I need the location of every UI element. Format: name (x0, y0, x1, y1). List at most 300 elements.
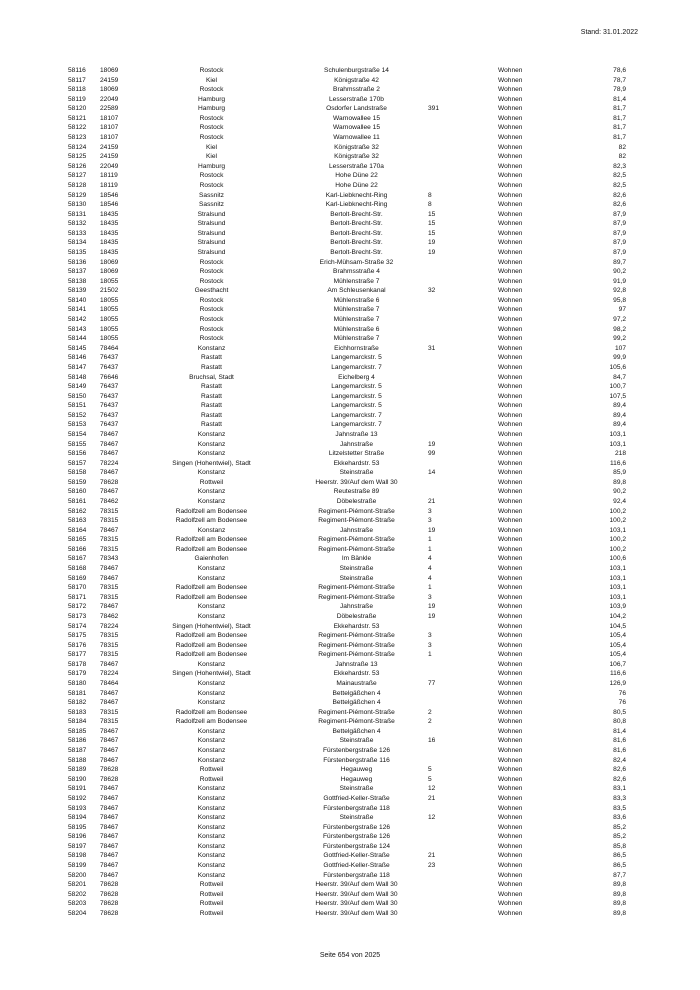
table-row (66, 554, 628, 564)
postal-code-cell: 18069 (100, 67, 119, 74)
table-row (66, 430, 628, 440)
usage-cell: Wohnen (498, 478, 523, 486)
usage-cell: Wohnen (498, 852, 523, 860)
city-cell: Rostock (199, 124, 224, 132)
postal-code-cell: 76437 (100, 354, 119, 362)
area-cell: 81,7 (613, 114, 626, 122)
usage-cell: Wohnen (498, 114, 523, 122)
street-cell: Erich-Mühsam-Straße 32 (319, 258, 394, 266)
usage-cell: Wohnen (498, 162, 523, 170)
area-cell: 82,3 (613, 162, 626, 170)
postal-code-cell: 18055 (100, 277, 119, 285)
house-number-cell: 23 (428, 861, 436, 869)
area-cell: 92,4 (613, 498, 626, 506)
usage-cell: Wohnen (498, 632, 523, 640)
row-id-cell: 58125 (68, 153, 87, 161)
city-cell: Radolfzell am Bodensee (175, 507, 248, 515)
house-number-cell: 12 (428, 814, 436, 822)
usage-cell: Wohnen (498, 660, 523, 668)
row-id-cell: 58121 (68, 114, 87, 122)
postal-code-cell: 24159 (100, 76, 119, 84)
usage-cell: Wohnen (498, 191, 523, 199)
street-cell: Jahnstraße 13 (335, 660, 378, 668)
postal-code-cell: 78462 (100, 612, 119, 620)
postal-code-cell: 18546 (100, 201, 119, 209)
house-number-cell (428, 305, 498, 315)
row-id-cell: 58164 (68, 526, 87, 534)
row-id-cell: 58122 (68, 124, 87, 132)
usage-cell: Wohnen (498, 737, 523, 745)
usage-cell: Wohnen (498, 86, 523, 94)
house-number-cell: 32 (428, 287, 436, 295)
street-cell: Heerstr. 39/Auf dem Wall 30 (315, 881, 398, 889)
area-cell: 104,5 (609, 622, 626, 630)
house-number-cell: 4 (428, 565, 432, 573)
city-cell: Rostock (199, 134, 224, 142)
table-row (66, 171, 628, 181)
area-cell: 95,8 (613, 296, 626, 304)
postal-code-cell: 78628 (100, 478, 119, 486)
row-id-cell: 58149 (68, 383, 87, 391)
street-cell: Königstraße 32 (334, 153, 379, 161)
usage-cell: Wohnen (498, 469, 523, 477)
area-cell: 106,7 (609, 660, 626, 668)
postal-code-cell: 78467 (100, 861, 119, 869)
house-number-cell (428, 267, 498, 277)
house-number-cell (428, 334, 498, 344)
usage-cell: Wohnen (498, 574, 523, 582)
postal-code-cell: 76437 (100, 392, 119, 400)
postal-code-cell: 78315 (100, 507, 119, 515)
house-number-cell: 19 (428, 239, 436, 247)
city-cell: Konstanz (197, 574, 226, 582)
usage-cell: Wohnen (498, 756, 523, 764)
street-cell: Fürstenbergstraße 126 (322, 833, 391, 841)
postal-code-cell: 18069 (100, 258, 119, 266)
usage-cell: Wohnen (498, 201, 523, 209)
house-number-cell: 2 (428, 718, 432, 726)
street-cell: Warnowallee 15 (332, 114, 381, 122)
usage-cell: Wohnen (498, 536, 523, 544)
city-cell: Konstanz (197, 660, 226, 668)
house-number-cell: 21 (428, 852, 436, 860)
city-cell: Rostock (199, 172, 224, 180)
area-cell: 91,9 (613, 277, 626, 285)
city-cell: Radolfzell am Bodensee (175, 584, 248, 592)
city-cell: Rastatt (201, 411, 222, 419)
postal-code-cell: 18055 (100, 306, 119, 314)
city-cell: Rottweil (199, 881, 224, 889)
city-cell: Konstanz (197, 852, 226, 860)
house-number-cell: 8 (428, 201, 432, 209)
row-id-cell: 58198 (68, 852, 87, 860)
row-id-cell: 58136 (68, 258, 87, 266)
area-cell: 103,1 (609, 593, 626, 601)
postal-code-cell: 18055 (100, 325, 119, 333)
postal-code-cell: 18435 (100, 220, 119, 228)
postal-code-cell: 78224 (100, 670, 119, 678)
area-cell: 83,1 (613, 785, 626, 793)
table-row (66, 669, 628, 679)
table-row (66, 238, 628, 248)
city-cell: Hamburg (197, 162, 226, 170)
row-id-cell: 58116 (68, 67, 86, 74)
usage-cell: Wohnen (498, 842, 523, 850)
row-id-cell: 58189 (68, 766, 87, 774)
postal-code-cell: 78315 (100, 718, 119, 726)
city-cell: Rostock (199, 277, 224, 285)
street-cell: Mühlenstraße 6 (333, 325, 380, 333)
row-id-cell: 58197 (68, 842, 87, 850)
area-cell: 89,8 (613, 890, 626, 898)
house-number-cell: 1 (428, 584, 432, 592)
house-number-cell: 15 (428, 210, 436, 218)
row-id-cell: 58131 (68, 210, 87, 218)
table-row (66, 382, 628, 392)
city-cell: Konstanz (197, 861, 226, 869)
usage-cell: Wohnen (498, 823, 523, 831)
street-cell: Am Schleusenkanal (327, 287, 386, 295)
city-cell: Sassnitz (199, 191, 224, 199)
house-number-cell: 19 (428, 248, 436, 256)
row-id-cell: 58166 (68, 545, 87, 553)
city-cell: Singen (Hohentwiel), Stadt (172, 622, 251, 630)
city-cell: Bruchsal, Stadt (189, 373, 234, 381)
postal-code-cell: 78464 (100, 344, 119, 352)
city-cell: Konstanz (197, 344, 226, 352)
postal-code-cell: 18107 (100, 134, 119, 142)
street-cell: Ekkehardstr. 53 (333, 670, 380, 678)
table-row (66, 449, 628, 459)
city-cell: Rottweil (199, 900, 224, 908)
table-row (66, 325, 628, 335)
postal-code-cell: 18107 (100, 124, 119, 132)
row-id-cell: 58157 (68, 459, 87, 467)
postal-code-cell: 18055 (100, 335, 119, 343)
row-id-cell: 58176 (68, 641, 87, 649)
house-number-cell (428, 899, 498, 909)
table-body (66, 66, 628, 918)
area-cell: 89,8 (613, 478, 626, 486)
table-row (66, 574, 628, 584)
house-number-cell: 16 (428, 737, 436, 745)
house-number-cell (428, 727, 498, 737)
usage-cell: Wohnen (498, 306, 523, 314)
street-cell: Bertolt-Brecht-Str. (330, 220, 383, 228)
postal-code-cell: 18055 (100, 296, 119, 304)
row-id-cell: 58191 (68, 785, 87, 793)
street-cell: Steinstraße (339, 785, 374, 793)
street-cell: Fürstenbergstraße 118 (323, 804, 390, 812)
area-cell: 99,2 (613, 335, 626, 343)
house-number-cell (428, 487, 498, 497)
row-id-cell: 58133 (68, 229, 87, 237)
table-row (66, 583, 628, 593)
usage-cell: Wohnen (498, 488, 523, 496)
row-id-cell: 58159 (68, 478, 87, 486)
house-number-cell: 2 (428, 708, 432, 716)
table-row (66, 717, 628, 727)
postal-code-cell: 24159 (100, 143, 119, 151)
street-cell: Hegauweg (340, 766, 373, 774)
postal-code-cell: 21502 (100, 287, 119, 295)
row-id-cell: 58142 (68, 316, 87, 324)
table-row (66, 363, 628, 373)
usage-cell: Wohnen (498, 526, 523, 534)
area-cell: 126,9 (609, 680, 626, 687)
area-cell: 100,2 (609, 545, 626, 553)
street-cell: Regiment-Piémont-Straße (318, 584, 395, 592)
row-id-cell: 58172 (68, 603, 87, 611)
city-cell: Rostock (199, 258, 224, 266)
area-cell: 86,5 (613, 861, 626, 869)
city-cell: Stralsund (197, 239, 226, 247)
usage-cell: Wohnen (498, 220, 523, 228)
row-id-cell: 58134 (68, 239, 87, 247)
house-number-cell: 21 (428, 794, 436, 802)
table-row (66, 411, 628, 421)
page-number: Seite 654 von 2025 (319, 952, 381, 959)
street-cell: Bertolt-Brecht-Str. (330, 248, 383, 256)
postal-code-cell: 78467 (100, 852, 119, 860)
usage-cell: Wohnen (498, 555, 523, 563)
stand-date: Stand: 31.01.2022 (580, 29, 638, 36)
usage-cell: Wohnen (498, 325, 523, 333)
table-row (66, 593, 628, 603)
city-cell: Kiel (206, 76, 217, 84)
postal-code-cell: 78467 (100, 430, 119, 438)
city-cell: Konstanz (197, 450, 226, 458)
table-row (66, 334, 628, 344)
postal-code-cell: 78315 (100, 584, 119, 592)
street-cell: Heerstr. 39/Auf dem Wall 30 (315, 478, 398, 486)
table-row (66, 794, 628, 804)
row-id-cell: 58156 (68, 450, 87, 458)
usage-cell: Wohnen (498, 785, 523, 793)
table-row (66, 478, 628, 488)
house-number-cell (428, 871, 498, 881)
city-cell: Rostock (199, 335, 224, 343)
usage-cell: Wohnen (498, 459, 523, 467)
usage-cell: Wohnen (498, 421, 523, 429)
city-cell: Singen (Hohentwiel), Stadt (172, 670, 251, 678)
house-number-cell (428, 459, 498, 469)
row-id-cell: 58124 (68, 143, 87, 151)
street-cell: Mühlenstraße 7 (333, 277, 380, 285)
house-number-cell: 3 (428, 507, 432, 515)
table-row (66, 765, 628, 775)
city-cell: Kiel (206, 153, 217, 161)
row-id-cell: 58130 (68, 201, 87, 209)
table-row (66, 679, 628, 689)
postal-code-cell: 78467 (100, 823, 119, 831)
row-id-cell: 58173 (68, 612, 87, 620)
street-cell: Bertolt-Brecht-Str. (330, 229, 383, 237)
house-number-cell: 5 (428, 775, 432, 783)
city-cell: Konstanz (197, 727, 226, 735)
street-cell: Regiment-Piémont-Straße (318, 593, 395, 601)
street-cell: Jahnstraße 13 (335, 430, 378, 438)
area-cell: 82,4 (613, 756, 626, 764)
row-id-cell: 58137 (68, 268, 87, 276)
house-number-cell (428, 420, 498, 430)
postal-code-cell: 78315 (100, 593, 119, 601)
house-number-cell (428, 478, 498, 488)
house-number-cell (428, 660, 498, 670)
area-cell: 97 (618, 306, 626, 314)
usage-cell: Wohnen (498, 699, 523, 707)
postal-code-cell: 76437 (100, 383, 119, 391)
usage-cell: Wohnen (498, 727, 523, 735)
usage-cell: Wohnen (498, 354, 523, 362)
table-row (66, 880, 628, 890)
postal-code-cell: 78464 (100, 680, 119, 687)
table-row (66, 784, 628, 794)
postal-code-cell: 18435 (100, 229, 119, 237)
house-number-cell (428, 114, 498, 124)
postal-code-cell: 78315 (100, 708, 119, 716)
street-cell: Reutestraße 89 (333, 488, 380, 496)
usage-cell: Wohnen (498, 430, 523, 438)
area-cell: 85,9 (613, 469, 626, 477)
city-cell: Radolfzell am Bodensee (175, 536, 248, 544)
table-row (66, 353, 628, 363)
street-cell: Heerstr. 39/Auf dem Wall 30 (315, 909, 398, 917)
row-id-cell: 58199 (68, 861, 87, 869)
house-number-cell (428, 698, 498, 708)
house-number-cell (428, 756, 498, 766)
usage-cell: Wohnen (498, 210, 523, 218)
area-cell: 100,2 (609, 536, 626, 544)
table-row (66, 440, 628, 450)
table-row (66, 708, 628, 718)
city-cell: Radolfzell am Bodensee (175, 708, 248, 716)
city-cell: Konstanz (197, 699, 226, 707)
city-cell: Gaienhofen (194, 555, 229, 563)
table-row (66, 286, 628, 296)
area-cell: 90,2 (613, 488, 626, 496)
row-id-cell: 58190 (68, 775, 87, 783)
postal-code-cell: 18055 (100, 316, 119, 324)
area-cell: 81,6 (613, 747, 626, 755)
row-id-cell: 58119 (68, 95, 86, 103)
area-cell: 87,9 (613, 220, 626, 228)
usage-cell: Wohnen (498, 277, 523, 285)
city-cell: Konstanz (197, 689, 226, 697)
row-id-cell: 58175 (68, 632, 87, 640)
house-number-cell (428, 842, 498, 852)
area-cell: 104,2 (609, 612, 626, 620)
row-id-cell: 58163 (68, 517, 87, 525)
city-cell: Rostock (199, 316, 224, 324)
city-cell: Stralsund (197, 220, 226, 228)
table-row (66, 832, 628, 842)
usage-cell: Wohnen (498, 172, 523, 180)
table-row (66, 727, 628, 737)
city-cell: Konstanz (197, 469, 226, 477)
row-id-cell: 58139 (68, 287, 87, 295)
area-cell: 81,6 (613, 737, 626, 745)
row-id-cell: 58128 (68, 181, 87, 189)
postal-code-cell: 78467 (100, 565, 119, 573)
area-cell: 82,6 (613, 201, 626, 209)
usage-cell: Wohnen (498, 76, 523, 84)
area-cell: 103,9 (609, 603, 626, 611)
table-row (66, 602, 628, 612)
area-cell: 87,9 (613, 229, 626, 237)
row-id-cell: 58127 (68, 172, 87, 180)
city-cell: Konstanz (197, 794, 226, 802)
table-row (66, 229, 628, 239)
house-number-cell (428, 832, 498, 842)
area-cell: 98,2 (613, 325, 626, 333)
street-cell: Mühlenstraße 7 (333, 316, 380, 324)
area-cell: 89,8 (613, 900, 626, 908)
house-number-cell: 1 (428, 545, 432, 553)
house-number-cell: 19 (428, 526, 436, 534)
area-cell: 103,1 (609, 440, 626, 448)
house-number-cell (428, 392, 498, 402)
row-id-cell: 58201 (68, 881, 87, 889)
street-cell: Heerstr. 39/Auf dem Wall 30 (315, 900, 398, 908)
city-cell: Konstanz (197, 526, 226, 534)
house-number-cell: 14 (428, 469, 436, 477)
row-id-cell: 58184 (68, 718, 87, 726)
row-id-cell: 58165 (68, 536, 87, 544)
street-cell: Gottfried-Keller-Straße (323, 852, 390, 860)
street-cell: Hohe Düne 22 (335, 172, 378, 180)
table-row (66, 804, 628, 814)
postal-code-cell: 78462 (100, 498, 119, 506)
row-id-cell: 58196 (68, 833, 87, 841)
postal-code-cell: 78467 (100, 785, 119, 793)
usage-cell: Wohnen (498, 584, 523, 592)
house-number-cell: 31 (428, 344, 436, 352)
usage-cell: Wohnen (498, 392, 523, 400)
usage-cell: Wohnen (498, 689, 523, 697)
area-cell: 89,8 (613, 881, 626, 889)
street-cell: Schulenburgstraße 14 (324, 67, 389, 74)
street-cell: Regiment-Piémont-Straße (318, 507, 395, 515)
street-cell: Regiment-Piémont-Straße (318, 536, 395, 544)
house-number-cell (428, 162, 498, 172)
row-id-cell: 58146 (68, 354, 87, 362)
house-number-cell: 1 (428, 536, 432, 544)
usage-cell: Wohnen (498, 766, 523, 774)
street-cell: Regiment-Piémont-Straße (318, 632, 395, 640)
row-id-cell: 58195 (68, 823, 87, 831)
city-cell: Rostock (199, 181, 224, 189)
postal-code-cell: 78467 (100, 794, 119, 802)
postal-code-cell: 78467 (100, 747, 119, 755)
street-cell: Heerstr. 39/Auf dem Wall 30 (315, 890, 398, 898)
city-cell: Radolfzell am Bodensee (175, 632, 248, 640)
postal-code-cell: 78315 (100, 545, 119, 553)
postal-code-cell: 78343 (100, 555, 119, 563)
usage-cell: Wohnen (498, 268, 523, 276)
house-number-cell (428, 689, 498, 699)
area-cell: 105,4 (609, 651, 626, 659)
city-cell: Hamburg (197, 95, 226, 103)
area-cell: 87,9 (613, 210, 626, 218)
usage-cell: Wohnen (498, 287, 523, 295)
house-number-cell (428, 909, 498, 919)
street-cell: Langemarckstr. 7 (331, 421, 382, 429)
street-cell: Eichelberg 4 (338, 373, 375, 381)
street-cell: Langemarckstr. 5 (331, 354, 382, 362)
street-cell: Gottfried-Keller-Straße (323, 861, 390, 869)
area-cell: 81,7 (613, 124, 626, 132)
